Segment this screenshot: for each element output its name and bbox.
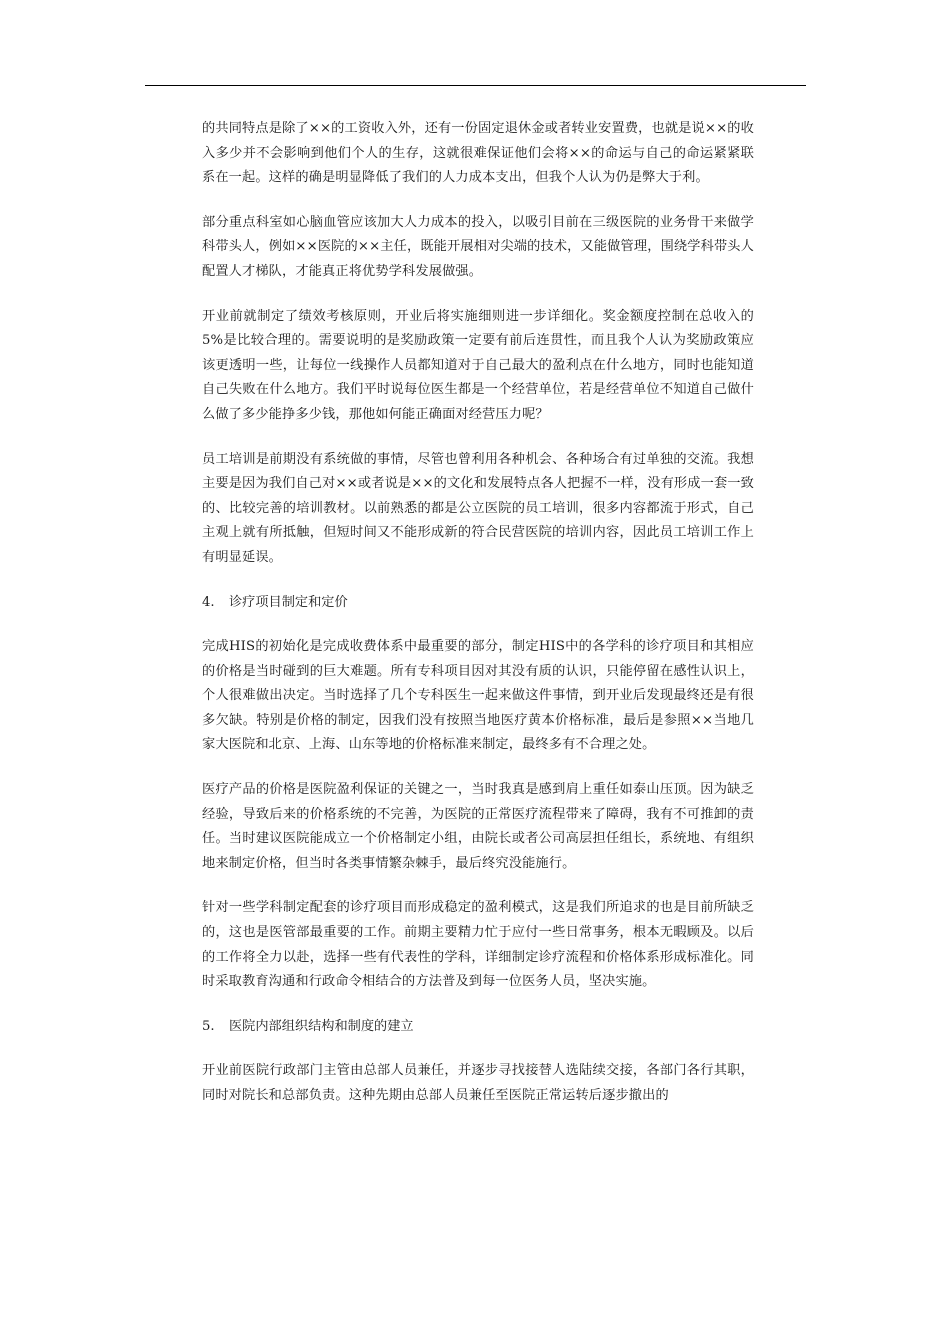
paragraph: 医疗产品的价格是医院盈利保证的关键之一，当时我真是感到肩上重任如泰山压顶。因为缺乏经验，导致后来的价格系统的不完善，为医院的正常医疗流程带来了障碍，我有不可推卸的责任。当时建议医院能成立一个价格制定小组，由院长或者公司高层担任组长，系统地、有组织地来制定价格，但当时各类事情繁杂棘手，最后终究没能施行。: [202, 782, 754, 871]
section-number: 4.: [202, 594, 215, 610]
paragraph: 部分重点科室如心脑血管应该加大人力成本的投入，以吸引目前在三级医院的业务骨干来做学科带头人，例如××医院的××主任，既能开展相对尖端的技术，又能做管理，围绕学科带头人配置人才梯队，才能真正将优势学科发展做强。: [202, 214, 754, 279]
paragraph: 的共同特点是除了××的工资收入外，还有一份固定退休金或者转业安置费，也就是说××的收入多少并不会影响到他们个人的生存，这就很难保证他们会将××的命运与自己的命运紧紧联系在一起。这样的确是明显降低了我们的人力成本支出，但我个人认为仍是弊大于利。: [202, 121, 754, 186]
section-title: 医院内部组织结构和制度的建立: [229, 1018, 414, 1034]
section-number: 5.: [202, 1018, 215, 1034]
section-heading-4: [202, 591, 754, 616]
paragraph: 员工培训是前期没有系统做的事情，尽管也曾利用各种机会、各种场合有过单独的交流。我想主要是因为我们自己对××或者说是××的文化和发展特点各人把握不一样，没有形成一套一致的、比较完善的培训教材。以前熟悉的都是公立医院的员工培训，很多内容都流于形式，自己主观上就有所抵触，但短时间又不能形成新的符合民营医院的培训内容，因此员工培训工作上有明显延误。: [202, 451, 754, 565]
document-body: [202, 117, 754, 1129]
paragraph: 开业前就制定了绩效考核原则，开业后将实施细则进一步详细化。奖金额度控制在总收入的5%是比较合理的。需要说明的是奖励政策一定要有前后连贯性，而且我个人认为奖励政策应该更透明一些，让每位一线操作人员都知道对于自己最大的盈利点在什么地方，同时也能知道自己失败在什么地方。我们平时说每位医生都是一个经营单位，若是经营单位不知道自己做什么做了多少能挣多少钱，那他如何能正确面对经营压力呢？: [202, 308, 754, 422]
paragraph: 完成HIS的初始化是完成收费体系中最重要的部分，制定HIS中的各学科的诊疗项目和其相应的价格是当时碰到的巨大难题。所有专科项目因对其没有质的认识，只能停留在感性认识上，个人很难做出决定。当时选择了几个专科医生一起来做这件事情，到开业后发现最终还是有很多欠缺。特别是价格的制定，因我们没有按照当地医疗黄本价格标准，最后是参照××当地几家大医院和北京、上海、山东等地的价格标准来制定，最终多有不合理之处。: [202, 639, 754, 753]
header-rule: [145, 85, 806, 86]
section-title: 诊疗项目制定和定价: [229, 594, 348, 610]
paragraph: 针对一些学科制定配套的诊疗项目而形成稳定的盈利模式，这是我们所追求的也是目前所缺乏的，这也是医管部最重要的工作。前期主要精力忙于应付一些日常事务，根本无暇顾及。以后的工作将全力以赴，选择一些有代表性的学科，详细制定诊疗流程和价格体系形成标准化。同时采取教育沟通和行政命令相结合的方法普及到每一位医务人员，坚决实施。: [202, 900, 754, 990]
section-heading-5: [202, 1015, 754, 1040]
paragraph: 开业前医院行政部门主管由总部人员兼任，并逐步寻找接替人选陆续交接，各部门各行其职，同时对院长和总部负责。这种先期由总部人员兼任至医院正常运转后逐步撤出的: [202, 1063, 754, 1103]
